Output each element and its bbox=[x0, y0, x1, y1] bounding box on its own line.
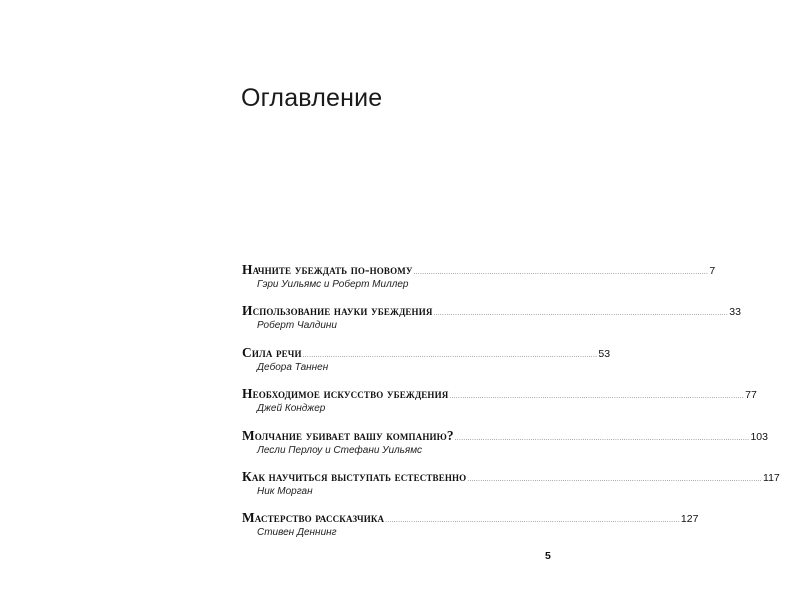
toc-chapter-title: Молчание убивает вашу компанию? bbox=[242, 427, 454, 443]
toc-entry bbox=[242, 468, 780, 510]
toc-line bbox=[242, 468, 780, 486]
dot-leader: ........................................................................................................................................ bbox=[302, 352, 598, 359]
dot-leader: ........................................................................................................................................ bbox=[413, 270, 709, 276]
toc-page-number: 103 bbox=[750, 430, 768, 443]
page-title: Оглавление bbox=[241, 84, 383, 112]
toc-list bbox=[242, 262, 780, 552]
toc-entry bbox=[242, 427, 768, 469]
toc-line bbox=[242, 386, 757, 403]
dot-leader: ........................................................................................................................................ bbox=[449, 394, 745, 401]
toc-line bbox=[242, 510, 699, 527]
dot-leader: ........................................................................................................................................ bbox=[454, 435, 750, 442]
toc-page-number: 117 bbox=[763, 471, 780, 484]
toc-author: Роберт Чалдини bbox=[257, 320, 337, 332]
toc-author: Ник Морган bbox=[257, 485, 313, 497]
dot-leader: ........................................................................................................................................ bbox=[433, 311, 729, 318]
toc-chapter-title: Необходимое искусство убеждения bbox=[242, 386, 449, 402]
toc-page-number: 53 bbox=[598, 347, 611, 360]
toc-page-number: 33 bbox=[729, 306, 741, 319]
dot-leader: ........................................................................................................................................ bbox=[385, 518, 680, 525]
toc-line bbox=[242, 344, 611, 362]
toc-chapter-title: Сила речи bbox=[242, 344, 302, 360]
toc-author: Стивен Деннинг bbox=[257, 527, 337, 539]
toc-line bbox=[242, 262, 716, 279]
toc-line bbox=[242, 303, 741, 320]
toc-page-number: 127 bbox=[680, 513, 699, 526]
toc-chapter-title: Как научиться выступать естественно bbox=[242, 468, 467, 484]
toc-entry bbox=[242, 344, 611, 386]
toc-author: Джей Конджер bbox=[257, 403, 326, 415]
toc-entry bbox=[242, 303, 741, 344]
toc-entry bbox=[242, 262, 716, 303]
toc-chapter-title: Использование науки убеждения bbox=[242, 303, 433, 319]
toc-chapter-title: Мастерство рассказчика bbox=[242, 510, 385, 526]
toc-page-number: 77 bbox=[745, 389, 757, 402]
toc-line bbox=[242, 427, 768, 445]
toc-author: Лесли Перлоу и Стефани Уильямс bbox=[257, 444, 423, 456]
toc-entry bbox=[242, 386, 757, 427]
toc-chapter-title: Начните убеждать по-новому bbox=[242, 262, 413, 277]
toc-entry bbox=[242, 510, 699, 551]
toc-author: Дебора Таннен bbox=[257, 361, 329, 373]
page-number: 5 bbox=[545, 550, 551, 562]
toc-author: Гэри Уильямс и Роберт Миллер bbox=[257, 279, 409, 290]
dot-leader: ........................................................................................................................................ bbox=[467, 476, 763, 483]
toc-page-number: 7 bbox=[709, 265, 716, 277]
